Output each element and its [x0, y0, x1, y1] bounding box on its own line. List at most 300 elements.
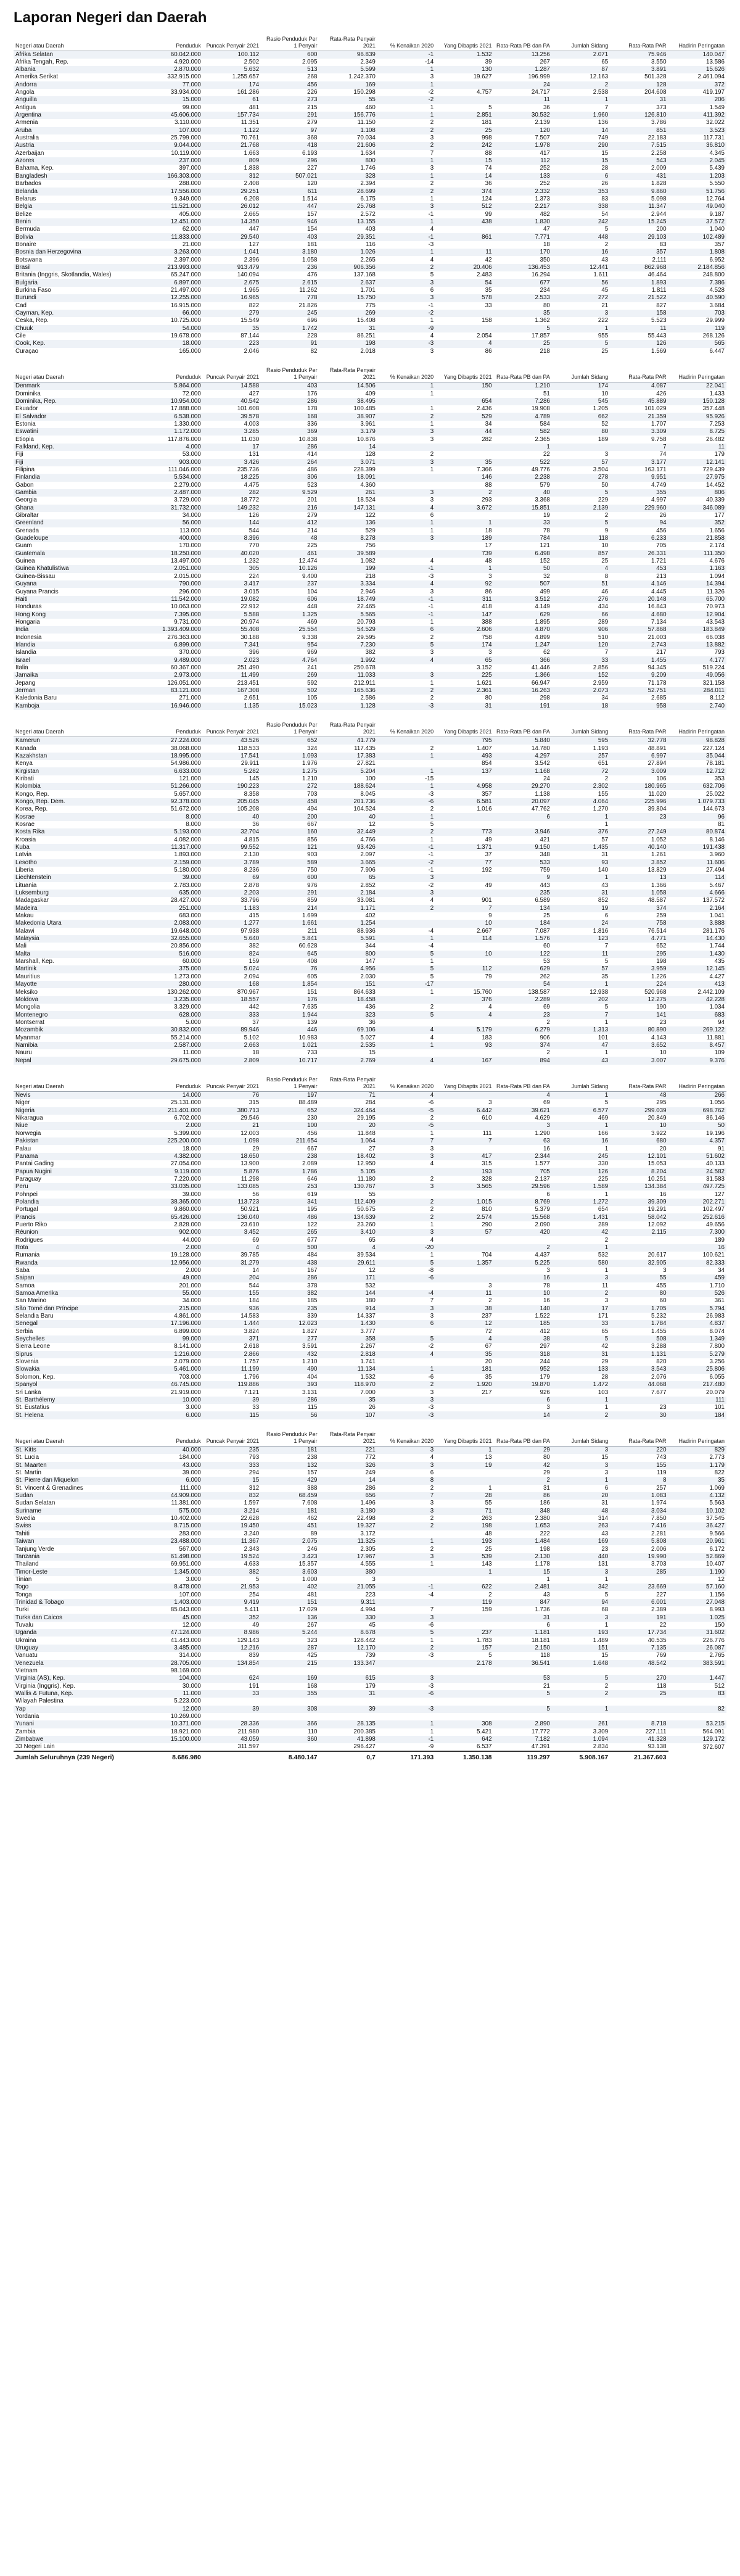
value-cell: 315 — [435, 1160, 493, 1168]
value-cell: 60.367.000 — [144, 664, 202, 672]
value-cell: 1.893 — [610, 279, 668, 286]
value-cell: 282 — [435, 436, 493, 443]
value-cell: 442 — [203, 1004, 261, 1011]
value-cell: 1 — [377, 66, 435, 73]
value-cell: 600 — [261, 874, 319, 881]
value-cell: 1.393.409.000 — [144, 626, 202, 634]
value-cell: 76.514 — [610, 928, 668, 935]
value-cell: 131 — [203, 451, 261, 458]
value-cell: 1.653 — [494, 1522, 552, 1530]
value-cell: 3.891 — [610, 66, 668, 73]
value-cell: 46 — [552, 588, 610, 595]
value-cell: 45.606.000 — [144, 112, 202, 119]
value-cell: 952 — [494, 1366, 552, 1373]
value-cell: 39.000 — [144, 1191, 202, 1198]
value-cell: 89 — [261, 1530, 319, 1538]
value-cell: 68.459 — [261, 1492, 319, 1500]
value-cell: 3.512 — [494, 596, 552, 603]
column-header: Negeri atau Daerah — [14, 364, 144, 382]
value-cell: 824 — [203, 951, 261, 958]
value-cell: 1.094 — [668, 573, 726, 580]
value-cell: 3.172 — [319, 1530, 377, 1538]
value-cell: 202.271 — [668, 1199, 726, 1206]
table-row — [14, 897, 726, 904]
value-cell: 4 — [435, 1004, 493, 1011]
value-cell: 3 — [377, 1313, 435, 1320]
value-cell: 96 — [668, 813, 726, 820]
value-cell: 758 — [610, 920, 668, 927]
value-cell: 1 — [377, 958, 435, 965]
table-row — [14, 542, 726, 550]
value-cell: 1.472 — [552, 1381, 610, 1389]
value-cell: 5.840 — [494, 737, 552, 745]
column-header: Penduduk — [144, 1428, 202, 1447]
country-name-cell: Suriname — [14, 1508, 144, 1515]
value-cell: 1.430 — [668, 951, 726, 958]
value-cell: 228.399 — [319, 466, 377, 474]
value-cell: 481 — [203, 104, 261, 112]
value-cell: 10 — [552, 542, 610, 550]
value-cell: 3.565 — [435, 1183, 493, 1191]
value-cell: 186 — [494, 1500, 552, 1507]
value-cell: 54 — [552, 210, 610, 218]
table-row — [14, 1454, 726, 1461]
value-cell: 49 — [435, 836, 493, 843]
value-cell: 512 — [435, 203, 493, 210]
value-cell: 378 — [261, 1282, 319, 1290]
section-gap — [14, 355, 726, 364]
value-cell: 12.216 — [203, 1645, 261, 1652]
value-cell: 12.712 — [668, 767, 726, 775]
value-cell: 1.444 — [203, 1320, 261, 1327]
value-cell: 114 — [668, 874, 726, 881]
value-cell: 462 — [261, 1515, 319, 1522]
value-cell: 8.358 — [203, 790, 261, 798]
value-cell: 29.999 — [668, 317, 726, 324]
value-cell: 4.766 — [319, 836, 377, 843]
value-cell: 36.810 — [668, 142, 726, 149]
value-cell: 71 — [435, 1508, 493, 1515]
value-cell: -1 — [377, 596, 435, 603]
value-cell: 32.022 — [668, 119, 726, 126]
country-name-cell: Aruba — [14, 127, 144, 134]
value-cell: 1.489 — [552, 1637, 610, 1644]
value-cell: 145 — [203, 775, 261, 783]
value-cell: 4.297 — [494, 753, 552, 760]
value-cell: 9.187 — [668, 210, 726, 218]
value-cell: 2.533 — [494, 294, 552, 302]
column-header: Puncak Penyair 2021 — [203, 719, 261, 737]
value-cell: 6.279 — [494, 1026, 552, 1034]
country-name-cell: Angola — [14, 89, 144, 96]
value-cell: 544 — [203, 1282, 261, 1290]
table-row — [14, 1629, 726, 1637]
value-cell: 513 — [261, 66, 319, 73]
value-cell: 1.172.000 — [144, 428, 202, 436]
value-cell: 200 — [261, 813, 319, 820]
value-cell — [610, 1698, 668, 1705]
value-cell: -9 — [377, 1743, 435, 1751]
value-cell: 7.608 — [261, 1500, 319, 1507]
value-cell — [610, 1667, 668, 1675]
value-cell: 7 — [377, 1137, 435, 1145]
value-cell: 565 — [668, 340, 726, 347]
value-cell: 24 — [494, 775, 552, 783]
value-cell: 5 — [377, 965, 435, 973]
value-cell: -6 — [377, 1374, 435, 1381]
value-cell: 180.965 — [610, 783, 668, 790]
value-cell: 1.000 — [261, 1576, 319, 1583]
value-cell: 1.163 — [668, 565, 726, 572]
value-cell: 6.055 — [668, 1374, 726, 1381]
value-cell: -2 — [377, 859, 435, 867]
value-cell: 6.498 — [494, 550, 552, 558]
value-cell: 7.635 — [261, 1004, 319, 1011]
value-cell: 3 — [435, 573, 493, 580]
value-cell: 191.438 — [668, 844, 726, 851]
value-cell: 10.371.000 — [144, 1720, 202, 1728]
value-cell: 18.250.000 — [144, 550, 202, 558]
value-cell: 16 — [552, 1137, 610, 1145]
value-cell: 150 — [435, 382, 493, 390]
country-name-cell: Senegal — [14, 1320, 144, 1327]
value-cell: 3.009 — [610, 767, 668, 775]
table-row — [14, 1351, 726, 1358]
value-cell: 17.734 — [610, 1629, 668, 1637]
value-cell: 532 — [319, 1282, 377, 1290]
value-cell: 61.498.000 — [144, 1553, 202, 1561]
table-row — [14, 806, 726, 813]
value-cell: 459 — [668, 1274, 726, 1282]
value-cell: 5 — [552, 1591, 610, 1598]
value-cell: 37 — [435, 851, 493, 859]
value-cell: 3.309 — [610, 428, 668, 436]
value-cell: 584 — [494, 421, 552, 428]
value-cell: 80 — [610, 1290, 668, 1297]
country-name-cell: Niger — [14, 1099, 144, 1107]
value-cell: 4.666 — [668, 890, 726, 897]
value-cell: 382 — [203, 943, 261, 950]
value-cell: 281.176 — [668, 928, 726, 935]
country-name-cell: Guinea Khatulistiwa — [14, 565, 144, 572]
value-cell: 115 — [261, 1404, 319, 1411]
value-cell: 520.968 — [610, 988, 668, 996]
country-name-cell: Sudan — [14, 1492, 144, 1500]
value-cell: 852 — [552, 897, 610, 904]
column-header: Rata-Rata PAR — [610, 719, 668, 737]
value-cell: 5.098 — [610, 196, 668, 203]
value-cell: 3.665 — [319, 859, 377, 867]
value-cell: 4.870 — [494, 626, 552, 634]
value-cell: 217 — [610, 649, 668, 656]
value-cell: 49.776 — [494, 466, 552, 474]
value-cell: 1.216.000 — [144, 1351, 202, 1358]
table-row — [14, 1366, 726, 1373]
value-cell: 264 — [261, 459, 319, 466]
value-cell: 1.275 — [261, 767, 319, 775]
value-cell: 3 — [552, 1568, 610, 1575]
value-cell: 3.285 — [203, 428, 261, 436]
value-cell: -6 — [377, 1274, 435, 1282]
value-cell: 48.891 — [610, 745, 668, 752]
value-cell: 60 — [494, 943, 552, 950]
value-cell: 421 — [494, 836, 552, 843]
value-cell: 2.018 — [319, 348, 377, 355]
value-cell: 211 — [261, 928, 319, 935]
value-cell: 1.357 — [435, 1260, 493, 1267]
value-cell: 1.707 — [610, 421, 668, 428]
value-cell: 25 — [435, 1545, 493, 1553]
country-name-cell: Nikaragua — [14, 1115, 144, 1122]
value-cell: 206 — [668, 96, 726, 104]
value-cell: 1 — [552, 1404, 610, 1411]
value-cell: 2 — [377, 413, 435, 420]
value-cell: 15 — [552, 1454, 610, 1461]
value-cell: 27 — [319, 1145, 377, 1152]
value-cell: 213 — [610, 573, 668, 580]
value-cell: 52.869 — [668, 1553, 726, 1561]
value-cell: 413 — [668, 981, 726, 988]
value-cell: 2.436 — [435, 405, 493, 413]
value-cell: 7 — [377, 1606, 435, 1614]
value-cell: 5.439 — [668, 165, 726, 172]
value-cell: 211.654 — [261, 1137, 319, 1145]
value-cell: 3 — [435, 1099, 493, 1107]
value-cell — [494, 1698, 552, 1705]
value-cell: 88 — [435, 482, 493, 489]
value-cell: 167 — [435, 1057, 493, 1064]
country-name-cell: Kroasia — [14, 836, 144, 843]
value-cell: 16.965 — [203, 294, 261, 302]
value-cell: 2.809 — [203, 1057, 261, 1064]
value-cell: 47 — [552, 1042, 610, 1049]
value-cell: 74 — [610, 451, 668, 458]
value-cell: 1.168 — [494, 767, 552, 775]
value-cell — [377, 1328, 435, 1335]
value-cell: 3.000 — [144, 1404, 202, 1411]
value-cell: 27.048 — [668, 1599, 726, 1606]
table-row — [14, 1026, 726, 1034]
value-cell: 263 — [552, 1522, 610, 1530]
value-cell: 677 — [261, 1236, 319, 1244]
value-cell: 3 — [377, 1145, 435, 1152]
value-cell: 82 — [668, 1706, 726, 1713]
value-cell: 269 — [319, 310, 377, 317]
value-cell: 71 — [319, 1092, 377, 1100]
value-cell: 25.131.000 — [144, 1099, 202, 1107]
country-name-cell: Yap — [14, 1706, 144, 1713]
value-cell: 400.000 — [144, 535, 202, 542]
value-cell: 38.068.000 — [144, 745, 202, 752]
value-cell: 27.249 — [610, 828, 668, 836]
value-cell: 29.611 — [319, 1260, 377, 1267]
country-name-cell: Seychelles — [14, 1335, 144, 1343]
value-cell: 23 — [610, 1019, 668, 1026]
value-cell: 10.063.000 — [144, 603, 202, 611]
value-cell: 2 — [494, 1244, 552, 1252]
value-cell: 1.094 — [552, 1736, 610, 1743]
value-cell: 49.040 — [668, 203, 726, 210]
value-cell: 2.773 — [668, 1454, 726, 1461]
table-row — [14, 451, 726, 458]
table-row — [14, 527, 726, 535]
value-cell: 19.870 — [494, 1381, 552, 1389]
value-cell: 5 — [377, 951, 435, 958]
value-cell: 19.990 — [610, 1553, 668, 1561]
value-cell: 5.379 — [494, 1206, 552, 1213]
country-name-cell: Palau — [14, 1145, 144, 1152]
value-cell: 166 — [552, 1130, 610, 1137]
value-cell: 903 — [261, 851, 319, 859]
value-cell: 26.331 — [610, 550, 668, 558]
value-cell: 31 — [552, 890, 610, 897]
value-cell: 19.678.000 — [144, 332, 202, 340]
table-row — [14, 1683, 726, 1690]
value-cell: 204 — [203, 1274, 261, 1282]
value-cell: 103 — [552, 1389, 610, 1396]
value-cell: 2 — [377, 905, 435, 912]
value-cell: 1.108 — [319, 127, 377, 134]
value-cell: 286 — [261, 444, 319, 451]
value-cell: 5.193.000 — [144, 828, 202, 836]
value-cell: 136 — [261, 1614, 319, 1621]
value-cell: 228 — [261, 332, 319, 340]
value-cell: 25.806 — [668, 1366, 726, 1373]
value-cell: 211.980 — [203, 1728, 261, 1736]
value-cell: 976 — [261, 882, 319, 890]
value-cell: 262 — [494, 973, 552, 981]
country-name-cell: Makedonia Utara — [14, 920, 144, 927]
value-cell: 18.921.000 — [144, 1728, 202, 1736]
value-cell: 8.715.000 — [144, 1522, 202, 1530]
value-cell: 69 — [494, 1004, 552, 1011]
value-cell: 28 — [435, 1492, 493, 1500]
value-cell: 183.849 — [668, 626, 726, 634]
value-cell: 268 — [261, 73, 319, 81]
value-cell: 4.958 — [435, 783, 493, 790]
value-cell: 23 — [494, 1011, 552, 1018]
table-row — [14, 844, 726, 851]
table-row — [14, 1538, 726, 1545]
column-header: Hadirin Peringatan — [668, 719, 726, 737]
value-cell: 3 — [552, 1462, 610, 1469]
value-cell: 178 — [261, 405, 319, 413]
value-cell: 151 — [319, 981, 377, 988]
value-cell: 1.287 — [494, 66, 552, 73]
country-name-cell: Tanzania — [14, 1553, 144, 1561]
value-cell: 221 — [319, 1447, 377, 1455]
country-name-cell: St. Vincent & Grenadines — [14, 1485, 144, 1492]
table-row — [14, 1260, 726, 1267]
value-cell: 5 — [552, 1099, 610, 1107]
value-cell: 78 — [494, 1282, 552, 1290]
value-cell: 405.000 — [144, 210, 202, 218]
table-row — [14, 264, 726, 271]
value-cell: 40.140 — [610, 844, 668, 851]
value-cell: 24 — [552, 920, 610, 927]
value-cell: 646 — [261, 1176, 319, 1183]
value-cell: 17.541 — [203, 753, 261, 760]
value-cell: 4.003 — [203, 421, 261, 428]
value-cell: 279 — [203, 310, 261, 317]
value-cell: 8.278 — [319, 535, 377, 542]
value-cell: 282 — [203, 489, 261, 497]
value-cell: 35.044 — [668, 753, 726, 760]
value-cell — [435, 958, 493, 965]
value-cell: 1.944 — [261, 1011, 319, 1018]
value-cell: 42 — [435, 256, 493, 263]
value-cell: 662 — [552, 413, 610, 420]
value-cell: 1 — [552, 1267, 610, 1274]
value-cell: 34.000 — [144, 1297, 202, 1305]
value-cell: 38.495 — [319, 398, 377, 405]
value-cell: 37 — [203, 1019, 261, 1026]
value-cell: 1.041 — [203, 249, 261, 256]
table-row — [14, 271, 726, 279]
value-cell: 50 — [552, 482, 610, 489]
value-cell: 41.779 — [319, 737, 377, 745]
value-cell: 65.700 — [668, 596, 726, 603]
value-cell: 10.725.000 — [144, 317, 202, 324]
value-cell: -1 — [377, 302, 435, 310]
value-cell: 2.665 — [203, 210, 261, 218]
value-cell: 138.587 — [494, 988, 552, 996]
value-cell: 703.000 — [144, 1374, 202, 1381]
table-row — [14, 1743, 726, 1751]
value-cell: 418 — [261, 142, 319, 149]
value-cell: 254 — [203, 1591, 261, 1598]
value-cell: 237.000 — [144, 157, 202, 165]
value-cell — [377, 1049, 435, 1057]
value-cell: 11.134 — [319, 1366, 377, 1373]
value-cell: 299.039 — [610, 1107, 668, 1115]
value-cell: 9.338 — [261, 634, 319, 641]
value-cell: 2.946 — [319, 588, 377, 595]
value-cell: 592 — [261, 679, 319, 687]
country-name-cell: Makau — [14, 912, 144, 920]
value-cell — [435, 241, 493, 249]
table-row — [14, 1176, 726, 1183]
value-cell: 155 — [610, 1462, 668, 1469]
value-cell: 2.159.000 — [144, 859, 202, 867]
value-cell: 589 — [261, 859, 319, 867]
value-cell: 1.661 — [261, 920, 319, 927]
value-cell: 1.083 — [610, 1492, 668, 1500]
value-cell: 6 — [552, 173, 610, 180]
value-cell: 11.521.000 — [144, 203, 202, 210]
value-cell: 8.000 — [144, 821, 202, 828]
value-cell: 6.193 — [261, 150, 319, 157]
value-cell: 52 — [552, 421, 610, 428]
value-cell: 3 — [377, 1229, 435, 1236]
value-cell: 244 — [494, 1358, 552, 1366]
value-cell: 88.936 — [319, 928, 377, 935]
value-cell — [435, 310, 493, 317]
table-row — [14, 1404, 726, 1411]
value-cell: 543 — [610, 157, 668, 165]
value-cell: 13.497.000 — [144, 558, 202, 565]
value-cell: 1.569 — [610, 348, 668, 355]
value-cell: 134 — [494, 905, 552, 912]
table-row — [14, 1107, 726, 1115]
value-cell: 2.139 — [494, 119, 552, 126]
value-cell: 2.535 — [319, 1042, 377, 1049]
table-row — [14, 249, 726, 256]
value-cell: 705 — [494, 1168, 552, 1175]
value-cell: 39.309 — [610, 1199, 668, 1206]
value-cell: 3.256 — [668, 1358, 726, 1366]
value-cell: 10.954.000 — [144, 398, 202, 405]
